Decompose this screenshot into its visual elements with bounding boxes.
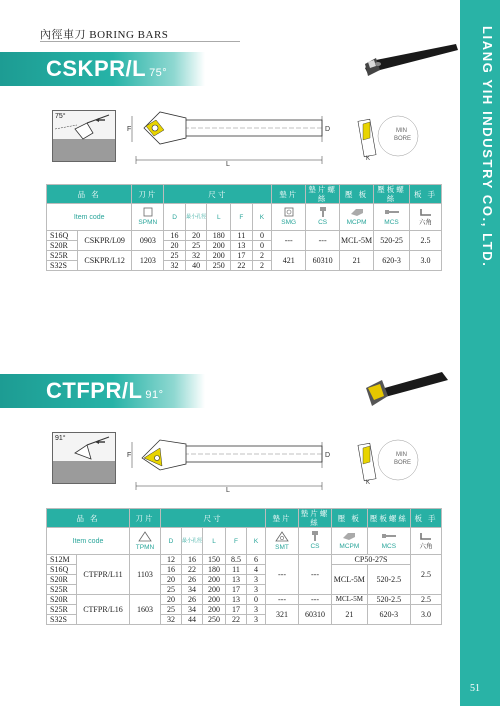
table-cell: 六角 xyxy=(410,204,442,231)
col-insert: 刀片 xyxy=(130,509,161,528)
table-cell: 13 xyxy=(226,595,247,605)
table-cell: 16 xyxy=(161,565,182,575)
table-cell: 60310 xyxy=(299,605,332,625)
table-cell: 最小孔徑 xyxy=(185,204,207,231)
table-cell: 2.5 xyxy=(410,231,442,251)
table-cell: 34 xyxy=(182,585,203,595)
table-cell: --- xyxy=(272,231,306,251)
table-cell: 180 xyxy=(203,565,226,575)
insert-detail-diagram xyxy=(352,438,422,486)
clamp-icon xyxy=(350,207,364,217)
table-cell: S32S xyxy=(47,261,78,271)
company-name: LIANG YIH INDUSTRY CO., LTD. xyxy=(480,26,495,268)
header-divider xyxy=(40,41,240,42)
table-cell: 3 xyxy=(247,585,266,595)
table-cell: 620-3 xyxy=(367,605,410,625)
table-cell: 17 xyxy=(231,251,253,261)
table-cell: 40 xyxy=(185,261,207,271)
clamp-icon xyxy=(342,531,356,541)
table-cell: 26 xyxy=(182,595,203,605)
shim-icon xyxy=(275,531,289,542)
table-cell: --- xyxy=(266,595,299,605)
table-cell: 16 xyxy=(164,231,186,241)
dim-label-l: L xyxy=(226,487,230,494)
col-insert: 刀片 xyxy=(132,185,164,204)
screw-icon xyxy=(317,207,329,217)
col-dimensions: 尺寸 xyxy=(164,185,272,204)
table-cell: 200 xyxy=(203,605,226,615)
table-cell: S25R xyxy=(47,605,77,615)
svg-text:BORE: BORE xyxy=(394,136,412,142)
table-cell: CS xyxy=(306,204,340,231)
col-clamp: 壓 板 xyxy=(332,509,368,528)
section-banner-ctfpr xyxy=(0,374,205,408)
table-cell: MCL-5M xyxy=(332,595,368,605)
table-cell: 321 xyxy=(266,605,299,625)
table-cell: 20 xyxy=(185,231,207,241)
table-cell: 最小孔徑 xyxy=(182,528,203,555)
col-clamp-screw: 壓板螺絲 xyxy=(367,509,410,528)
table-cell: 22 xyxy=(231,261,253,271)
table-cell: MCS xyxy=(367,528,410,555)
table-cell: 12 xyxy=(161,555,182,565)
table-cell: 200 xyxy=(203,585,226,595)
clamp-screw-icon xyxy=(384,207,400,217)
table-cell: 0903 xyxy=(132,231,164,251)
table-cell: --- xyxy=(266,555,299,595)
table-cell: 3 xyxy=(247,605,266,615)
table-cell: 22 xyxy=(182,565,203,575)
table-cell: 421 xyxy=(272,251,306,271)
section-title: CTFPR/L 91° xyxy=(46,378,164,403)
table-cell: K xyxy=(252,204,272,231)
table-cell: S16Q xyxy=(47,565,77,575)
spec-table-ctfpr xyxy=(46,508,442,625)
spec-table-cskpr xyxy=(46,184,442,271)
table-cell: 2 xyxy=(252,251,272,261)
dim-label-d: D xyxy=(325,126,331,133)
table-cell: 20 xyxy=(161,595,182,605)
table-cell: CTFPR/L16 xyxy=(77,595,130,625)
table-cell: L xyxy=(203,528,226,555)
table-cell: D xyxy=(164,204,186,231)
table-cell: 1603 xyxy=(130,595,161,625)
table-cell: MCPM xyxy=(332,528,368,555)
hex-wrench-icon xyxy=(419,531,433,541)
table-cell: 250 xyxy=(203,615,226,625)
table-cell: 17 xyxy=(226,605,247,615)
table-cell: 32 xyxy=(161,615,182,625)
table-cell: CTFPR/L11 xyxy=(77,555,130,595)
dim-label-k: K xyxy=(366,156,371,162)
table-cell: 150 xyxy=(203,555,226,565)
table-cell: 32 xyxy=(164,261,186,271)
svg-text:BORE: BORE xyxy=(394,460,412,466)
table-cell: 3.0 xyxy=(410,251,442,271)
table-cell: 180 xyxy=(207,231,231,241)
table-cell: S16Q xyxy=(47,231,78,241)
table-cell: S32S xyxy=(47,615,77,625)
table-cell: 0 xyxy=(247,595,266,605)
table-cell: 60310 xyxy=(306,251,340,271)
col-shim-screw: 墊片螺絲 xyxy=(299,509,332,528)
table-cell: MCS xyxy=(374,204,410,231)
table-row xyxy=(47,595,442,605)
table-cell: 13 xyxy=(226,575,247,585)
section-title: CSKPR/L 75° xyxy=(46,56,168,81)
table-cell: S25R xyxy=(47,585,77,595)
table-cell: 2 xyxy=(252,261,272,271)
table-cell: 11 xyxy=(226,565,247,575)
col-dimensions: 尺寸 xyxy=(161,509,266,528)
shim-icon xyxy=(283,207,295,217)
table-cell: 20 xyxy=(161,575,182,585)
table-cell: 2.5 xyxy=(411,595,442,605)
col-shim-screw: 墊片螺絲 xyxy=(306,185,340,204)
clamp-screw-icon xyxy=(381,531,397,541)
table-cell xyxy=(47,204,132,231)
col-product-name: 品 名 xyxy=(47,509,130,528)
table-cell: 4 xyxy=(247,565,266,575)
item-code-header: Item code xyxy=(72,537,104,545)
table-cell: 34 xyxy=(182,605,203,615)
insert-angle-label: 75° xyxy=(55,113,66,120)
table-cell: S20R xyxy=(47,595,77,605)
dim-label-d: D xyxy=(325,452,331,459)
table-row xyxy=(47,555,442,565)
table-cell: 1103 xyxy=(130,555,161,595)
table-cell: 200 xyxy=(203,575,226,585)
col-wrench: 板 手 xyxy=(410,185,442,204)
screw-icon xyxy=(309,531,321,541)
table-cell: --- xyxy=(299,555,332,595)
table-row xyxy=(47,231,442,241)
page-number: 51 xyxy=(470,683,480,694)
boring-bar-photo xyxy=(360,34,460,84)
boring-bar-photo xyxy=(362,366,454,416)
bar-dimension-diagram xyxy=(124,428,334,496)
table-cell: 520-2.5 xyxy=(367,565,410,595)
table-cell: F xyxy=(226,528,247,555)
table-cell: SMT xyxy=(266,528,299,555)
table-cell: 11 xyxy=(231,231,253,241)
table-cell: 3 xyxy=(247,575,266,585)
table-cell: CS xyxy=(299,528,332,555)
table-cell: 3.0 xyxy=(411,605,442,625)
col-shim: 墊片 xyxy=(266,509,299,528)
insert-angle-diagram xyxy=(52,110,116,162)
col-shim: 墊片 xyxy=(272,185,306,204)
table-cell: SMG xyxy=(272,204,306,231)
dim-label-f: F xyxy=(127,452,132,459)
table-cell: 8.5 xyxy=(226,555,247,565)
section-banner-cskpr xyxy=(0,52,205,86)
table-cell: 0 xyxy=(252,231,272,241)
table-cell: SPMN xyxy=(132,204,164,231)
table-cell: 21 xyxy=(340,251,374,271)
table-cell: 16 xyxy=(182,555,203,565)
min-bore-label: MIN xyxy=(396,452,407,458)
insert-angle-diagram xyxy=(52,432,116,484)
table-cell: TPMN xyxy=(130,528,161,555)
table-cell: 20 xyxy=(164,241,186,251)
table-cell: 1203 xyxy=(132,251,164,271)
table-cell: 200 xyxy=(207,241,231,251)
table-cell: S20R xyxy=(47,241,78,251)
col-wrench: 板 手 xyxy=(411,509,442,528)
table-row xyxy=(47,251,442,261)
min-bore-label: MIN xyxy=(396,128,407,134)
table-cell: --- xyxy=(299,595,332,605)
table-cell: S12M xyxy=(47,555,77,565)
table-cell: 21 xyxy=(332,605,368,625)
table-cell: 0 xyxy=(252,241,272,251)
table-cell: CSKPR/L12 xyxy=(77,251,132,271)
table-cell: 13 xyxy=(231,241,253,251)
table-cell: 17 xyxy=(226,585,247,595)
table-cell: 250 xyxy=(207,261,231,271)
table-cell: 2.5 xyxy=(411,555,442,595)
insert-angle-label: 91° xyxy=(55,435,66,442)
table-cell: 六角 xyxy=(411,528,442,555)
square-insert-icon xyxy=(142,207,154,217)
table-cell: 25 xyxy=(161,605,182,615)
table-cell: 26 xyxy=(182,575,203,585)
table-cell: 6 xyxy=(247,555,266,565)
table-cell: 25 xyxy=(161,585,182,595)
table-cell: 200 xyxy=(203,595,226,605)
col-clamp-screw: 壓板螺絲 xyxy=(374,185,410,204)
table-cell: F xyxy=(231,204,253,231)
table-cell: MCL-5M xyxy=(332,565,368,595)
table-cell: --- xyxy=(306,231,340,251)
table-cell: 22 xyxy=(226,615,247,625)
triangle-insert-icon xyxy=(138,531,152,542)
table-cell: CSKPR/L09 xyxy=(77,231,132,251)
table-cell: MCL-5M xyxy=(340,231,374,251)
table-cell: S25R xyxy=(47,251,78,261)
table-cell: 44 xyxy=(182,615,203,625)
table-cell xyxy=(47,528,130,555)
table-cell: 25 xyxy=(185,241,207,251)
bar-dimension-diagram xyxy=(124,102,334,170)
hex-wrench-icon xyxy=(419,207,433,217)
insert-detail-diagram xyxy=(352,114,422,162)
table-cell: 32 xyxy=(185,251,207,261)
col-clamp: 壓 板 xyxy=(340,185,374,204)
table-cell: 520-25 xyxy=(374,231,410,251)
dim-label-f: F xyxy=(127,126,132,133)
table-cell: 620-3 xyxy=(374,251,410,271)
table-cell: MCPM xyxy=(340,204,374,231)
table-cell: L xyxy=(207,204,231,231)
table-cell: K xyxy=(247,528,266,555)
dim-label-k: K xyxy=(366,480,371,486)
item-code-header: Item code xyxy=(73,213,105,221)
table-cell: 200 xyxy=(207,251,231,261)
col-product-name: 品 名 xyxy=(47,185,132,204)
table-cell: CP50-27S xyxy=(332,555,411,565)
table-cell: D xyxy=(161,528,182,555)
table-cell: 520-2.5 xyxy=(367,595,410,605)
dim-label-l: L xyxy=(226,161,230,168)
page-header-title: 內徑車刀 BORING BARS xyxy=(40,29,169,41)
table-cell: S20R xyxy=(47,575,77,585)
table-cell: 25 xyxy=(164,251,186,261)
table-cell: 3 xyxy=(247,615,266,625)
